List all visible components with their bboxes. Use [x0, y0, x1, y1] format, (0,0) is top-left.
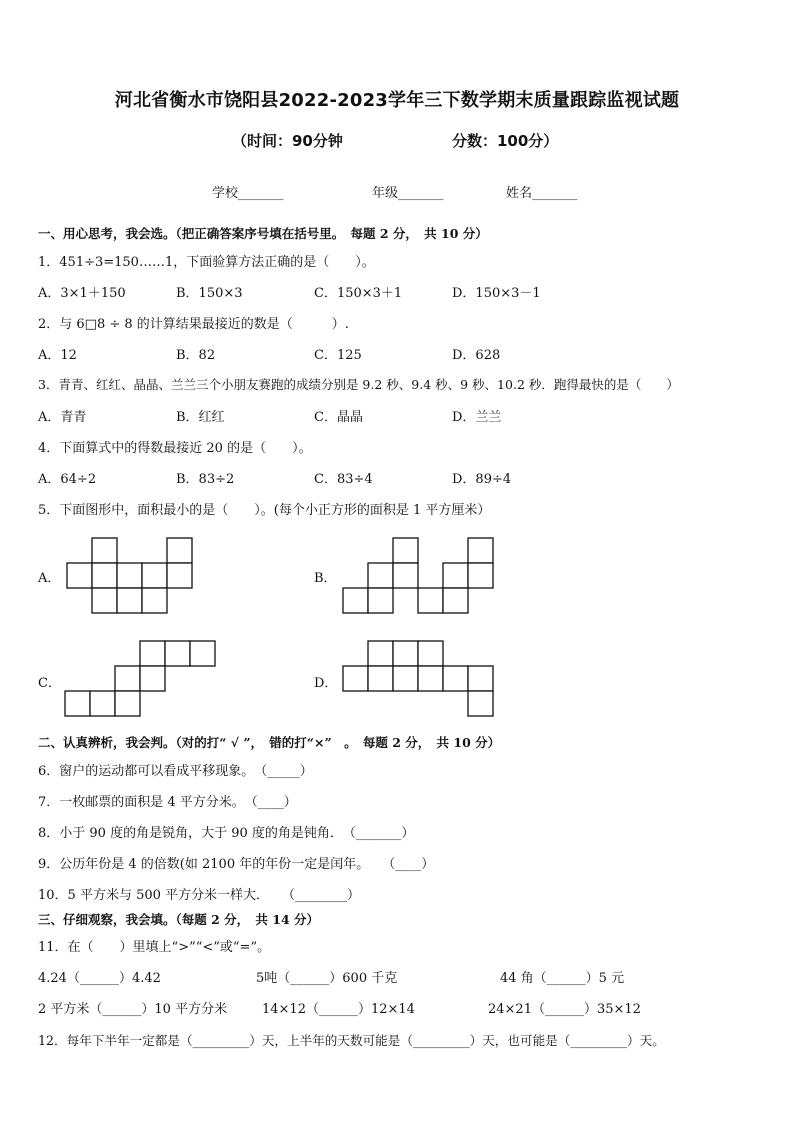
q4-option-c[interactable]: C．83÷4	[314, 472, 373, 487]
q1-option-d[interactable]: D．150×3－1	[452, 286, 541, 301]
figure-c-grid	[64, 640, 220, 718]
question-4: 4．下面算式中的得数最接近 20 的是（ ）。	[38, 441, 312, 456]
compare-1[interactable]: 4.24（______）4.42	[38, 971, 161, 986]
figure-b-grid	[342, 537, 496, 615]
compare-2[interactable]: 5吨（______）600 千克	[256, 971, 398, 986]
compare-5[interactable]: 14×12（______）12×14	[262, 1002, 415, 1017]
q4-option-a[interactable]: A．64÷2	[38, 472, 97, 487]
q3-option-d[interactable]: D．兰兰	[452, 410, 502, 425]
grade-field[interactable]: 年级_______	[372, 186, 444, 201]
name-field[interactable]: 姓名_______	[506, 186, 578, 201]
section3-heading: 三、仔细观察，我会填。（每题 2 分， 共 14 分）	[38, 912, 320, 927]
compare-4[interactable]: 2 平方米（______）10 平方分米	[38, 1002, 228, 1017]
q4-option-d[interactable]: D．89÷4	[452, 472, 512, 487]
q2-option-d[interactable]: D．628	[452, 348, 501, 363]
question-7[interactable]: 7．一枚邮票的面积是 4 平方分米。 （____）	[38, 795, 297, 810]
section2-heading: 二、认真辨析，我会判。（对的打“ √ ”， 错的打“×” 。 每题 2 分， 共 10 分）	[38, 735, 501, 750]
question-12[interactable]: 12．每年下半年一定都是（_________）天，上半年的天数可能是（_________）天，也可能是（_________）天。	[38, 1033, 665, 1048]
q2-option-b[interactable]: B．82	[176, 348, 216, 363]
question-3: 3．青青、红红、晶晶、兰兰三个小朋友赛跑的成绩分别是 9.2 秒、9.4 秒、9 秒、10.2 秒．跑得最快的是（ ）	[38, 377, 679, 392]
q2-option-c[interactable]: C．125	[314, 348, 362, 363]
exam-title: 河北省衡水市饶阳县2022-2023学年三下数学期末质量跟踪监视试题	[114, 90, 680, 111]
figure-a-grid	[66, 537, 196, 615]
question-9[interactable]: 9．公历年份是 4 的倍数(如 2100 年的年份一定是闰年。 （____）	[38, 857, 435, 872]
q3-option-a[interactable]: A．青青	[38, 410, 87, 425]
q5-option-d[interactable]: D．	[314, 676, 338, 691]
figure-d-grid	[342, 640, 498, 718]
q4-option-b[interactable]: B．83÷2	[176, 472, 235, 487]
q5-option-c[interactable]: C．	[38, 676, 61, 691]
school-field[interactable]: 学校_______	[212, 186, 284, 201]
q3-option-b[interactable]: B．红红	[176, 410, 225, 425]
q5-option-a[interactable]: A．	[38, 571, 61, 586]
exam-score: 分数：100分）	[452, 132, 559, 150]
q2-option-a[interactable]: A．12	[38, 348, 77, 363]
exam-time: （时间：90分钟	[232, 132, 343, 150]
question-11: 11．在（ ）里填上“>”“<”或“=”。	[38, 940, 271, 955]
question-8[interactable]: 8．小于 90 度的角是锐角，大于 90 度的角是钝角． （_______）	[38, 826, 415, 841]
question-5: 5．下面图形中，面积最小的是（ ）。(每个小正方形的面积是 1 平方厘米）	[38, 503, 491, 518]
compare-6[interactable]: 24×21（______）35×12	[488, 1002, 641, 1017]
q1-option-b[interactable]: B．150×3	[176, 286, 243, 301]
q3-option-c[interactable]: C．晶晶	[314, 410, 363, 425]
question-2: 2．与 6□8 ÷ 8 的计算结果最接近的数是（ ）.	[38, 317, 349, 332]
compare-3[interactable]: 44 角（______）5 元	[500, 971, 625, 986]
q1-option-a[interactable]: A．3×1＋150	[38, 286, 126, 301]
section1-heading: 一、用心思考，我会选。（把正确答案序号填在括号里。 每题 2 分， 共 10 分）	[38, 226, 488, 241]
question-1: 1．451÷3=150……1，下面验算方法正确的是（ ）。	[38, 255, 375, 270]
question-10[interactable]: 10．5 平方米与 500 平方分米一样大． （________）	[38, 888, 361, 903]
q1-option-c[interactable]: C．150×3＋1	[314, 286, 403, 301]
question-6[interactable]: 6．窗户的运动都可以看成平移现象。 （_____）	[38, 764, 313, 779]
q5-option-b[interactable]: B．	[314, 571, 337, 586]
